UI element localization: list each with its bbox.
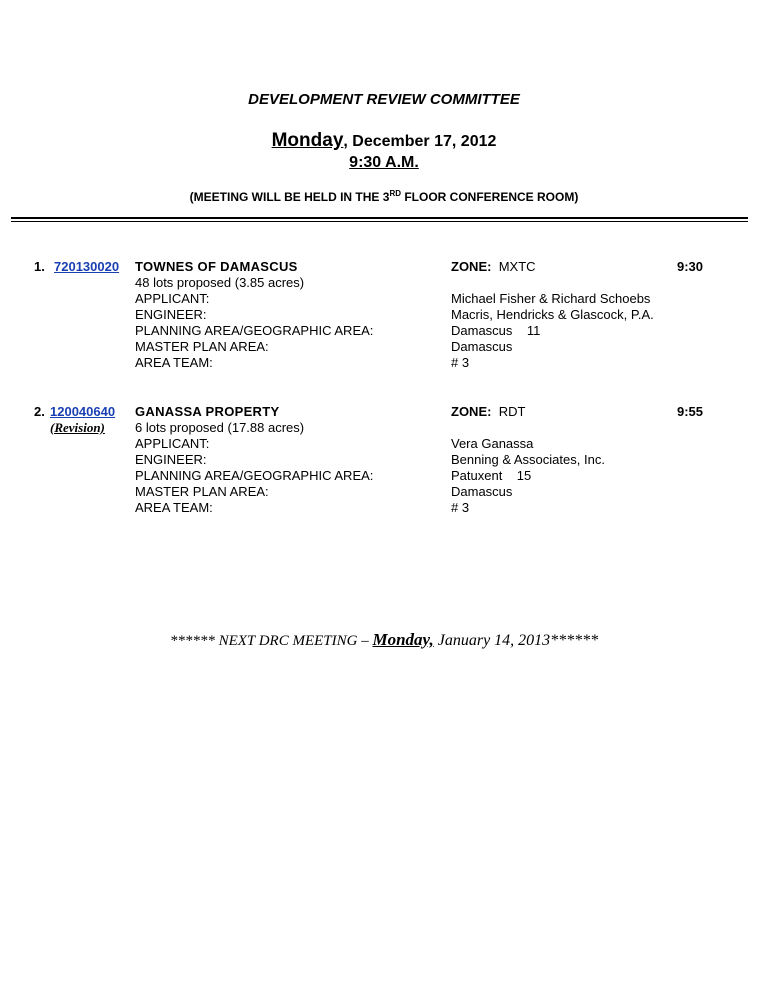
next-meeting-day: Monday, bbox=[372, 630, 434, 649]
applicant-label: APPLICANT: bbox=[135, 436, 210, 451]
next-meeting-date: January 14, 2013****** bbox=[433, 632, 599, 649]
plan-number-link[interactable]: 720130020 bbox=[54, 259, 120, 274]
zone-value: MXTC bbox=[498, 259, 536, 274]
lots-proposed: 48 lots proposed (3.85 acres) bbox=[135, 275, 305, 290]
next-meeting-prefix: ****** NEXT DRC MEETING – bbox=[169, 633, 373, 649]
zone-row bbox=[451, 259, 536, 275]
divider-bottom bbox=[11, 221, 748, 222]
revision-label: (Revision) bbox=[50, 420, 105, 435]
planning-area-label: PLANNING AREA/GEOGRAPHIC AREA: bbox=[135, 323, 374, 338]
area-team-value: # 3 bbox=[451, 500, 470, 515]
zone-label: ZONE: bbox=[451, 259, 492, 274]
planning-area-value: Patuxent 15 bbox=[451, 468, 532, 483]
item-number: 2. bbox=[34, 404, 45, 419]
applicant-value: Vera Ganassa bbox=[451, 436, 534, 451]
engineer-value: Benning & Associates, Inc. bbox=[451, 452, 605, 467]
zone-label: ZONE: bbox=[451, 404, 492, 419]
item-number: 1. bbox=[34, 259, 45, 274]
meeting-day: Monday bbox=[271, 130, 344, 151]
note-after: FLOOR CONFERENCE ROOM) bbox=[401, 190, 579, 204]
note-superscript: RD bbox=[389, 189, 401, 198]
note-before: (MEETING WILL BE HELD IN THE 3 bbox=[189, 190, 390, 204]
lots-proposed: 6 lots proposed (17.88 acres) bbox=[135, 420, 305, 435]
planning-area-label: PLANNING AREA/GEOGRAPHIC AREA: bbox=[135, 468, 374, 483]
area-team-value: # 3 bbox=[451, 355, 470, 370]
engineer-label: ENGINEER: bbox=[135, 307, 207, 322]
planning-area-value: Damascus 11 bbox=[451, 323, 541, 338]
committee-title: DEVELOPMENT REVIEW COMMITTEE bbox=[248, 91, 520, 108]
meeting-time-row bbox=[0, 154, 768, 172]
engineer-value: Macris, Hendricks & Glascock, P.A. bbox=[451, 307, 654, 322]
next-meeting-notice bbox=[0, 630, 768, 650]
master-plan-value: Damascus bbox=[451, 339, 513, 354]
zone-value: RDT bbox=[498, 404, 526, 419]
applicant-label: APPLICANT: bbox=[135, 291, 210, 306]
project-name: GANASSA PROPERTY bbox=[135, 404, 280, 419]
master-plan-label: MASTER PLAN AREA: bbox=[135, 339, 269, 354]
plan-number-link[interactable]: 120040640 bbox=[50, 404, 116, 419]
review-time: 9:30 bbox=[677, 259, 704, 274]
divider-top bbox=[11, 217, 748, 219]
master-plan-label: MASTER PLAN AREA: bbox=[135, 484, 269, 499]
meeting-date-text: , December 17, 2012 bbox=[343, 133, 497, 150]
project-name: TOWNES OF DAMASCUS bbox=[135, 259, 298, 274]
applicant-value: Michael Fisher & Richard Schoebs bbox=[451, 291, 651, 306]
zone-row bbox=[451, 404, 525, 420]
area-team-label: AREA TEAM: bbox=[135, 500, 213, 515]
meeting-date bbox=[0, 130, 768, 152]
area-team-label: AREA TEAM: bbox=[135, 355, 213, 370]
meeting-time: 9:30 A.M. bbox=[349, 154, 419, 171]
master-plan-value: Damascus bbox=[451, 484, 513, 499]
review-time: 9:55 bbox=[677, 404, 704, 419]
engineer-label: ENGINEER: bbox=[135, 452, 207, 467]
meeting-location-note bbox=[0, 190, 768, 204]
